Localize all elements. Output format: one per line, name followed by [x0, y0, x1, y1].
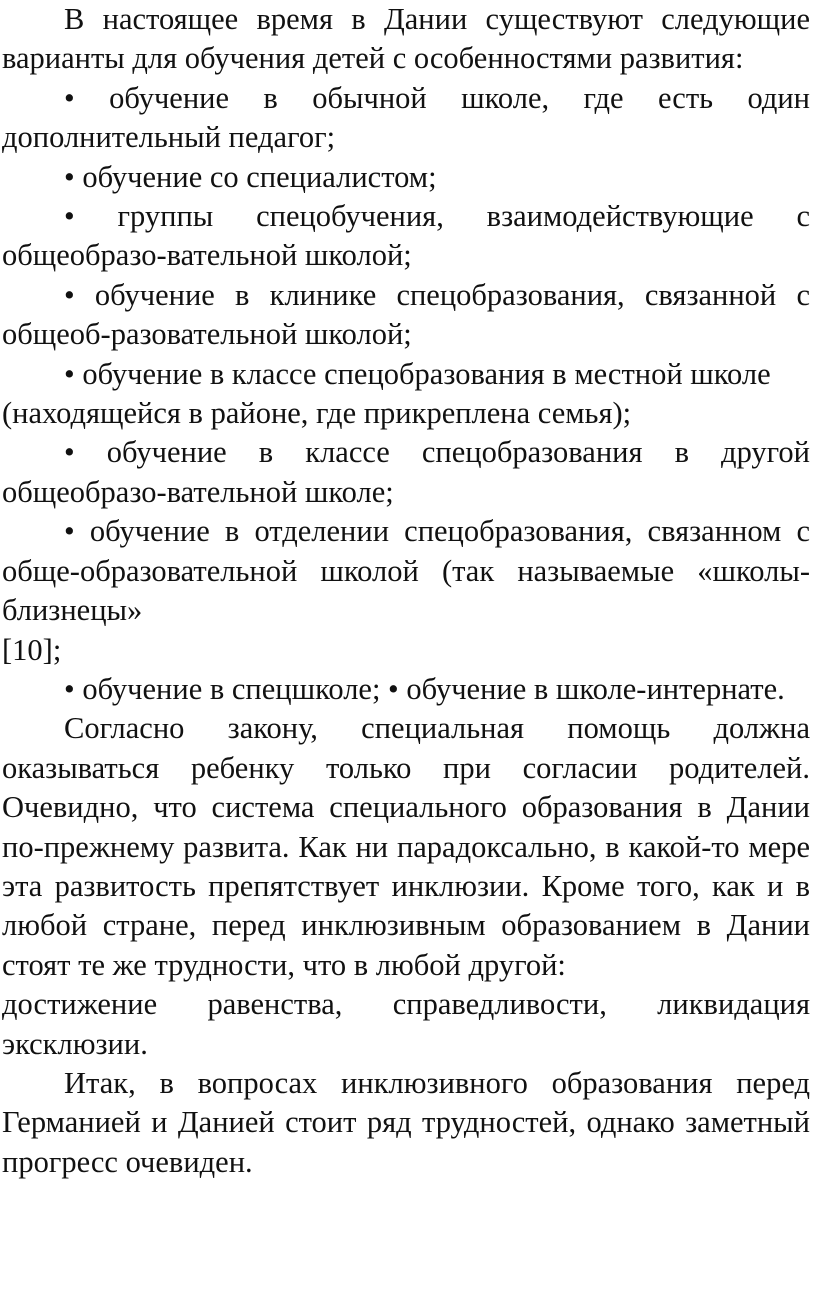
list-item-regular-school: [2, 79, 810, 158]
list-item-text: обучение в клинике спецобразования, связанной с общеоб-разовательной школой;: [2, 277, 810, 352]
bullet-icon: •: [64, 356, 75, 391]
paragraph-goals: достижение равенства, справедливости, ликвидация эксклюзии.: [2, 987, 810, 1061]
list-item-text: группы спецобучения, взаимодействующие с общеобразо-вательной школой;: [2, 199, 810, 273]
bullet-icon: •: [64, 199, 75, 234]
bullet-icon: •: [64, 435, 75, 470]
list-item-text: обучение в классе спецобразования в другой общеобразо-вательной школе;: [2, 435, 810, 509]
list-item-text: обучение в спецшколе; • обучение в школе-интернате.: [74, 671, 785, 706]
citation-ref: [10];: [2, 632, 62, 667]
bullet-icon: •: [64, 277, 75, 312]
list-item-department: [2, 512, 810, 630]
list-item-text: обучение в обычной школе, где есть один дополнительный педагог;: [2, 80, 810, 155]
list-item-other-school-class: [2, 433, 810, 512]
list-item-special-groups: [2, 197, 810, 276]
paragraph-continuation: (находящейся в районе, где прикреплена семья);: [2, 396, 632, 431]
list-item-specialist: [2, 158, 810, 197]
paragraph-intro: В настоящее время в Дании существуют следующие варианты для обучения детей с особенностями развития:: [2, 2, 810, 76]
paragraph-law: Согласно закону, специальная помощь должна оказываться ребенку только при согласии родителей. Очевидно, что система специального образования в Дании по-прежнему развита. Как ни парадоксально, в какой-то мере эта развитость препятствует инклюзии. Кроме того, как и в любой стране, перед инклюзивным образованием в Дании стоят те же трудности, что в любой другой:: [2, 711, 810, 982]
list-item-text: обучение со специалистом;: [74, 159, 437, 194]
list-item-local-class: [2, 355, 810, 394]
list-item-clinic: [2, 276, 810, 355]
bullet-icon: •: [64, 514, 75, 549]
list-item-text: обучение в классе спецобразования в местной школе: [74, 356, 771, 391]
list-item-special-school: [2, 670, 810, 709]
paragraph-conclusion: Итак, в вопросах инклюзивного образования перед Германией и Данией стоит ряд трудностей, однако заметный прогресс очевиден.: [2, 1065, 810, 1179]
list-item-text: обучение в отделении спецобразования, связанном с обще-образовательной школой (так называемые «школы-близнецы»: [2, 514, 810, 628]
bullet-icon: •: [64, 671, 75, 706]
document-page: [2, 0, 810, 1182]
bullet-icon: •: [64, 159, 75, 194]
bullet-icon: •: [64, 80, 75, 115]
